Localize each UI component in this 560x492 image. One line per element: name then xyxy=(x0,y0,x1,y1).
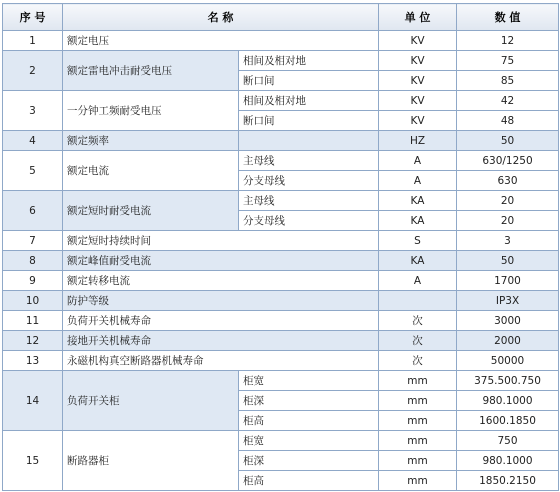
row-value: 85 xyxy=(457,71,559,91)
row-number: 2 xyxy=(3,51,63,91)
row-unit: mm xyxy=(379,371,457,391)
row-value: 50 xyxy=(457,251,559,271)
row-name: 额定雷电冲击耐受电压 xyxy=(63,51,239,91)
row-subitem: 断口间 xyxy=(239,71,379,91)
row-number: 10 xyxy=(3,291,63,311)
row-value: 50 xyxy=(457,131,559,151)
row-unit: KA xyxy=(379,191,457,211)
row-subitem: 柜宽 xyxy=(239,431,379,451)
row-unit: mm xyxy=(379,391,457,411)
table-row xyxy=(3,191,559,211)
table-row xyxy=(3,51,559,71)
table-row xyxy=(3,271,559,291)
row-unit xyxy=(379,291,457,311)
table-row xyxy=(3,91,559,111)
header-name: 名 称 xyxy=(63,4,379,31)
row-unit: A xyxy=(379,271,457,291)
row-number: 3 xyxy=(3,91,63,131)
row-value: 980.1000 xyxy=(457,391,559,411)
row-value: 630 xyxy=(457,171,559,191)
row-subitem: 柜深 xyxy=(239,451,379,471)
row-subitem: 柜高 xyxy=(239,471,379,491)
row-unit: 次 xyxy=(379,311,457,331)
row-unit: A xyxy=(379,171,457,191)
row-subitem: 柜高 xyxy=(239,411,379,431)
row-name: 断路器柜 xyxy=(63,431,239,491)
row-unit: KV xyxy=(379,71,457,91)
row-number: 8 xyxy=(3,251,63,271)
row-subitem: 相间及相对地 xyxy=(239,51,379,71)
row-value: IP3X xyxy=(457,291,559,311)
row-name: 额定电流 xyxy=(63,151,239,191)
row-unit: KA xyxy=(379,211,457,231)
row-value: 3000 xyxy=(457,311,559,331)
row-subitem: 柜宽 xyxy=(239,371,379,391)
row-unit: KV xyxy=(379,31,457,51)
row-subitem: 主母线 xyxy=(239,151,379,171)
row-unit: mm xyxy=(379,411,457,431)
row-unit: mm xyxy=(379,431,457,451)
row-value: 3 xyxy=(457,231,559,251)
row-value: 75 xyxy=(457,51,559,71)
row-name: 防护等级 xyxy=(63,291,379,311)
row-subitem: 相间及相对地 xyxy=(239,91,379,111)
row-number: 6 xyxy=(3,191,63,231)
header-value: 数 值 xyxy=(457,4,559,31)
row-value: 20 xyxy=(457,211,559,231)
row-name: 一分钟工频耐受电压 xyxy=(63,91,239,131)
row-name: 永磁机构真空断路器机械寿命 xyxy=(63,351,379,371)
header-unit: 单 位 xyxy=(379,4,457,31)
row-number: 5 xyxy=(3,151,63,191)
row-subitem: 分支母线 xyxy=(239,211,379,231)
row-name: 额定短时耐受电流 xyxy=(63,191,239,231)
row-subitem: 柜深 xyxy=(239,391,379,411)
table-row xyxy=(3,151,559,171)
row-number: 11 xyxy=(3,311,63,331)
table-header-row xyxy=(3,4,559,31)
row-name: 负荷开关柜 xyxy=(63,371,239,431)
row-number: 14 xyxy=(3,371,63,431)
table-row xyxy=(3,371,559,391)
row-value: 1850.2150 xyxy=(457,471,559,491)
row-value: 20 xyxy=(457,191,559,211)
row-unit: KV xyxy=(379,91,457,111)
row-number: 1 xyxy=(3,31,63,51)
row-name: 额定转移电流 xyxy=(63,271,379,291)
row-value: 1700 xyxy=(457,271,559,291)
spec-table xyxy=(2,3,559,491)
row-unit: 次 xyxy=(379,351,457,371)
row-unit: HZ xyxy=(379,131,457,151)
table-row xyxy=(3,351,559,371)
row-value: 630/1250 xyxy=(457,151,559,171)
row-value: 48 xyxy=(457,111,559,131)
row-subitem: 主母线 xyxy=(239,191,379,211)
row-value: 12 xyxy=(457,31,559,51)
row-name: 额定峰值耐受电流 xyxy=(63,251,379,271)
row-unit: A xyxy=(379,151,457,171)
row-name: 额定短时持续时间 xyxy=(63,231,379,251)
table-row xyxy=(3,131,559,151)
row-value: 42 xyxy=(457,91,559,111)
row-value: 980.1000 xyxy=(457,451,559,471)
row-number: 4 xyxy=(3,131,63,151)
row-unit: mm xyxy=(379,451,457,471)
row-value: 50000 xyxy=(457,351,559,371)
row-subitem-empty xyxy=(239,131,379,151)
row-subitem: 分支母线 xyxy=(239,171,379,191)
row-value: 2000 xyxy=(457,331,559,351)
row-name: 额定频率 xyxy=(63,131,239,151)
row-unit: KA xyxy=(379,251,457,271)
row-number: 13 xyxy=(3,351,63,371)
row-number: 7 xyxy=(3,231,63,251)
row-unit: KV xyxy=(379,111,457,131)
row-unit: 次 xyxy=(379,331,457,351)
row-number: 9 xyxy=(3,271,63,291)
row-unit: S xyxy=(379,231,457,251)
table-body xyxy=(3,31,559,491)
row-value: 750 xyxy=(457,431,559,451)
table-row xyxy=(3,291,559,311)
table-row xyxy=(3,251,559,271)
row-value: 1600.1850 xyxy=(457,411,559,431)
row-name: 额定电压 xyxy=(63,31,379,51)
row-unit: mm xyxy=(379,471,457,491)
table-row xyxy=(3,31,559,51)
row-unit: KV xyxy=(379,51,457,71)
table-row xyxy=(3,231,559,251)
row-number: 15 xyxy=(3,431,63,491)
table-row xyxy=(3,311,559,331)
row-name: 负荷开关机械寿命 xyxy=(63,311,379,331)
row-number: 12 xyxy=(3,331,63,351)
table-row xyxy=(3,331,559,351)
row-value: 375.500.750 xyxy=(457,371,559,391)
row-name: 接地开关机械寿命 xyxy=(63,331,379,351)
header-no: 序 号 xyxy=(3,4,63,31)
row-subitem: 断口间 xyxy=(239,111,379,131)
table-row xyxy=(3,431,559,451)
